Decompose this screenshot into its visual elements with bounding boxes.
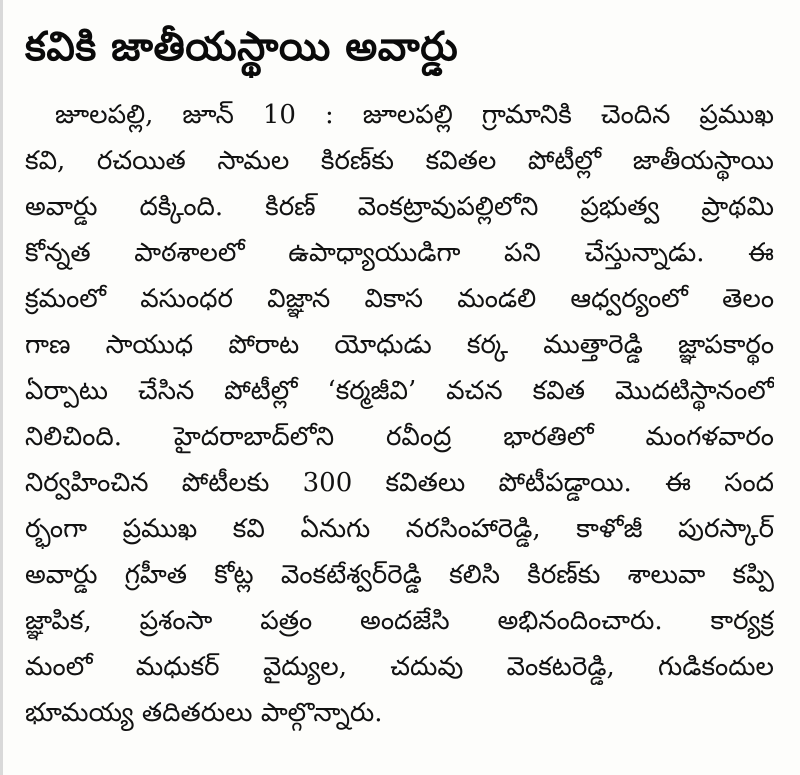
article-line: జూలపల్లి, జూన్ 10 : జూలపల్లి గ్రామానికి చెందిన ప్రముఖ <box>55 100 774 130</box>
article-line: ఏర్పాటు చేసిన పోటీల్లో ‘కర్మజీవి’ వచన కవిత మొదటిస్థానంలో <box>25 376 774 406</box>
article-line: కవి, రచయిత సామల కిరణ్‌కు కవితల పోటీల్లో జాతీయస్థాయి <box>25 146 774 176</box>
article-line: జ్ఞాపిక, ప్రశంసా పత్రం అందజేసి అభినందించారు. కార్యక్ర <box>25 606 774 636</box>
article-body <box>25 92 774 736</box>
article-line: అవార్డు దక్కింది. కిరణ్ వెంకట్రావుపల్లిలోని ప్రభుత్వ ప్రాథమి <box>25 192 774 222</box>
headline: కవికి జాతీయస్థాయి అవార్డు <box>25 24 459 70</box>
article-line: ర్భంగా ప్రముఖ కవి ఏనుగు నరసింహారెడ్డి, కాళోజీ పురస్కార్ <box>25 514 774 544</box>
article-line: నిర్వహించిన పోటీలకు 300 కవితలు పోటీపడ్డాయి. ఈ సంద <box>25 468 774 498</box>
article-line: గాణ సాయుధ పోరాట యోధుడు కర్క ముత్తారెడ్డి జ్ఞాపకార్థం <box>25 330 774 360</box>
article-line: మంలో మధుకర్ వైద్యుల, చదువు వెంకటరెడ్డి, గుడికందుల <box>25 652 774 682</box>
article-line: అవార్డు గ్రహీత కోట్ల వెంకటేశ్వర్‌రెడ్డి కలిసి కిరణ్‌కు శాలువా కప్పి <box>25 560 774 590</box>
article-line: భూమయ్య తదితరులు పాల్గొన్నారు. <box>25 698 383 728</box>
article-line: కోన్నత పాఠశాలలో ఉపాధ్యాయుడిగా పని చేస్తున్నాడు. ఈ <box>25 238 774 268</box>
article-line: క్రమంలో వసుంధర విజ్ఞాన వికాస మండలి ఆధ్వర్యంలో తెలం <box>25 284 774 314</box>
article-line: నిలిచింది. హైదరాబాద్‌లోని రవీంద్ర భారతిలో మంగళవారం <box>25 422 774 452</box>
